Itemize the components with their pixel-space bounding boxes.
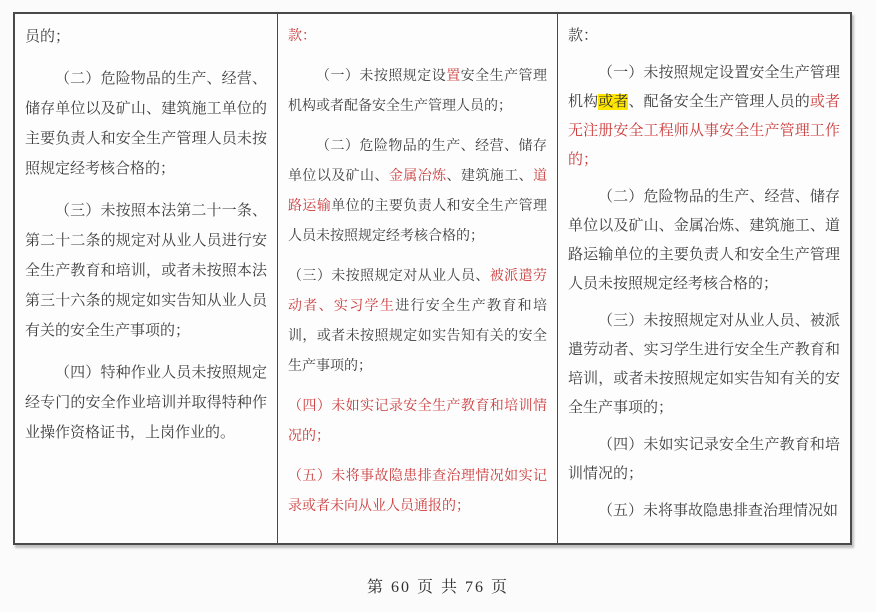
law-paragraph xyxy=(288,132,547,252)
revision-text-run: 金属冶炼 xyxy=(388,169,447,184)
law-paragraph xyxy=(568,183,840,299)
text-run: 单位的主要负责人和安全生产管理人员未按照规定经考核合格的； xyxy=(288,199,548,244)
text-run: （三）未按照规定对从业人员、 xyxy=(288,269,490,284)
revision-text-run: 道路运输 xyxy=(288,169,548,214)
text-run: 、建筑施工、 xyxy=(446,169,534,184)
law-paragraph xyxy=(288,392,547,452)
text-run: 、配备安全生产管理人员的 xyxy=(628,94,810,110)
page-number-indicator: 第 60 页 共 76 页 xyxy=(366,579,509,596)
revision-text-run: 被派遣劳动者、实习学生 xyxy=(288,269,548,314)
law-paragraph xyxy=(25,196,267,346)
revision-text-run: （五）未将事故隐患排查治理情况如实记录或者未向从业人员通报的； xyxy=(288,469,547,514)
law-paragraph xyxy=(288,262,547,382)
law-text-column-3 xyxy=(558,14,850,543)
revision-text-run: 或者无注册安全工程师从事安全生产管理工作的； xyxy=(568,94,840,168)
revision-text-run: （四）未如实记录安全生产教育和培训情况的； xyxy=(288,399,547,444)
text-run: 款： xyxy=(568,28,599,44)
text-run: 进行安全生产教育和培训，或者未按照规定如实告知有关的安全生产事项的； xyxy=(288,299,547,374)
law-paragraph xyxy=(568,22,840,51)
law-paragraph xyxy=(568,497,840,526)
text-run: （五）未将事故隐患排查治理情况如 xyxy=(598,503,839,519)
text-run: （四）未如实记录安全生产教育和培训情况的； xyxy=(568,437,840,482)
text-run: （三）未按照本法第二十一条、第二十二条的规定对从业人员进行安全生产教育和培训，或者未按照本法第三十六条的规定如实告知从业人员有关的安全生产事项的； xyxy=(25,203,267,339)
law-paragraph xyxy=(568,431,840,489)
law-comparison-table xyxy=(13,12,852,545)
text-run: （一）未按照规定设置安全生产管理机构 xyxy=(568,65,840,110)
law-paragraph xyxy=(288,62,547,122)
law-text-column-1 xyxy=(15,14,278,543)
text-run: 安全生产管理机构或者配备安全生产管理人员的； xyxy=(288,69,548,114)
law-paragraph xyxy=(25,64,267,184)
text-run: （三）未按照规定对从业人员、被派遣劳动者、实习学生进行安全生产教育和培训，或者未按照规定如实告知有关的安全生产事项的； xyxy=(568,313,840,416)
text-run: （二）危险物品的生产、经营、储存单位以及矿山、金属冶炼、建筑施工、道路运输单位的主要负责人和安全生产管理人员未按照规定经考核合格的； xyxy=(568,189,840,292)
law-paragraph xyxy=(568,59,840,175)
law-paragraph xyxy=(288,22,547,52)
revision-text-run: 置 xyxy=(446,69,461,84)
law-paragraph xyxy=(25,358,267,448)
text-run: （二）危险物品的生产、经营、储存单位以及矿山、建筑施工单位的主要负责人和安全生产管理人员未按照规定经考核合格的； xyxy=(25,71,267,177)
text-run: （一）未按照规定设 xyxy=(316,69,447,84)
text-run: 员的； xyxy=(25,29,71,45)
law-paragraph xyxy=(288,462,547,522)
text-run: （四）特种作业人员未按照规定经专门的安全作业培训并取得特种作业操作资格证书，上岗作业的。 xyxy=(25,365,267,441)
revision-text-run: 款： xyxy=(288,29,316,44)
text-run: （二）危险物品的生产、经营、储存单位以及矿山、 xyxy=(288,139,547,184)
highlighted-text-run: 或者 xyxy=(598,94,629,110)
law-text-column-2 xyxy=(278,14,558,543)
law-paragraph xyxy=(568,307,840,423)
law-paragraph xyxy=(25,22,267,52)
